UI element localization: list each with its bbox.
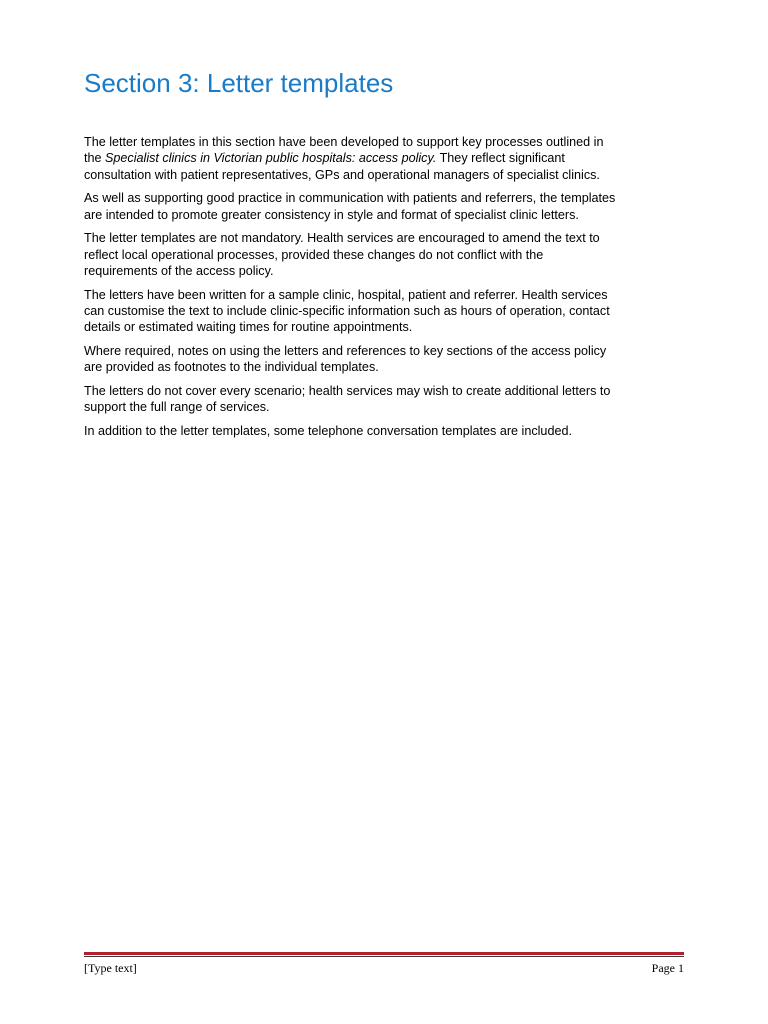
paragraph-scenarios <box>84 383 684 416</box>
paragraph-line: reflect local operational processes, provided these changes do not conflict with the <box>84 247 544 262</box>
paragraph-text: They reflect significant <box>436 151 565 166</box>
paragraph-line: support the full range of services. <box>84 400 270 415</box>
paragraph-line: The letter templates in this section have been developed to support key processes outlined in <box>84 135 604 149</box>
section-heading: Section 3: Letter templates <box>84 68 394 98</box>
paragraph-telephone <box>84 423 684 439</box>
paragraph-footnotes <box>84 343 684 376</box>
footer-rule-thin <box>84 956 684 957</box>
body-text <box>84 134 684 446</box>
paragraph-line: requirements of the access policy. <box>84 263 274 278</box>
paragraph-line: consultation with patient representatives, GPs and operational managers of specialist clinics. <box>84 167 600 182</box>
paragraph-line: are provided as footnotes to the individual templates. <box>84 360 379 375</box>
paragraph-line: The letters do not cover every scenario; health services may wish to create additional letters to <box>84 383 611 398</box>
paragraph-sample <box>84 287 684 336</box>
paragraph-line: In addition to the letter templates, some telephone conversation templates are included. <box>84 423 572 438</box>
paragraph-line: details or estimated waiting times for routine appointments. <box>84 320 413 335</box>
paragraph-text: the <box>84 151 106 166</box>
paragraph-not-mandatory <box>84 230 684 279</box>
paragraph-line: can customise the text to include clinic-specific information such as hours of operation, contact <box>84 303 610 318</box>
footer-placeholder-text[interactable]: [Type text] <box>84 961 137 975</box>
paragraph-intro <box>84 134 684 183</box>
paragraph-good-practice <box>84 190 684 223</box>
paragraph-line: are intended to promote greater consistency in style and format of specialist clinic letters. <box>84 207 579 222</box>
footer-rule-thick <box>84 952 684 955</box>
paragraph-line: The letters have been written for a sample clinic, hospital, patient and referrer. Health services <box>84 287 608 302</box>
page-number: Page 1 <box>651 961 684 975</box>
policy-title: Specialist clinics in Victorian public hospitals: access policy. <box>105 151 437 166</box>
paragraph-line: The letter templates are not mandatory. Health services are encouraged to amend the text to <box>84 231 600 246</box>
paragraph-line: Where required, notes on using the letters and references to key sections of the access policy <box>84 343 607 358</box>
paragraph-line <box>84 150 684 166</box>
paragraph-line: As well as supporting good practice in communication with patients and referrers, the templates <box>84 191 616 206</box>
